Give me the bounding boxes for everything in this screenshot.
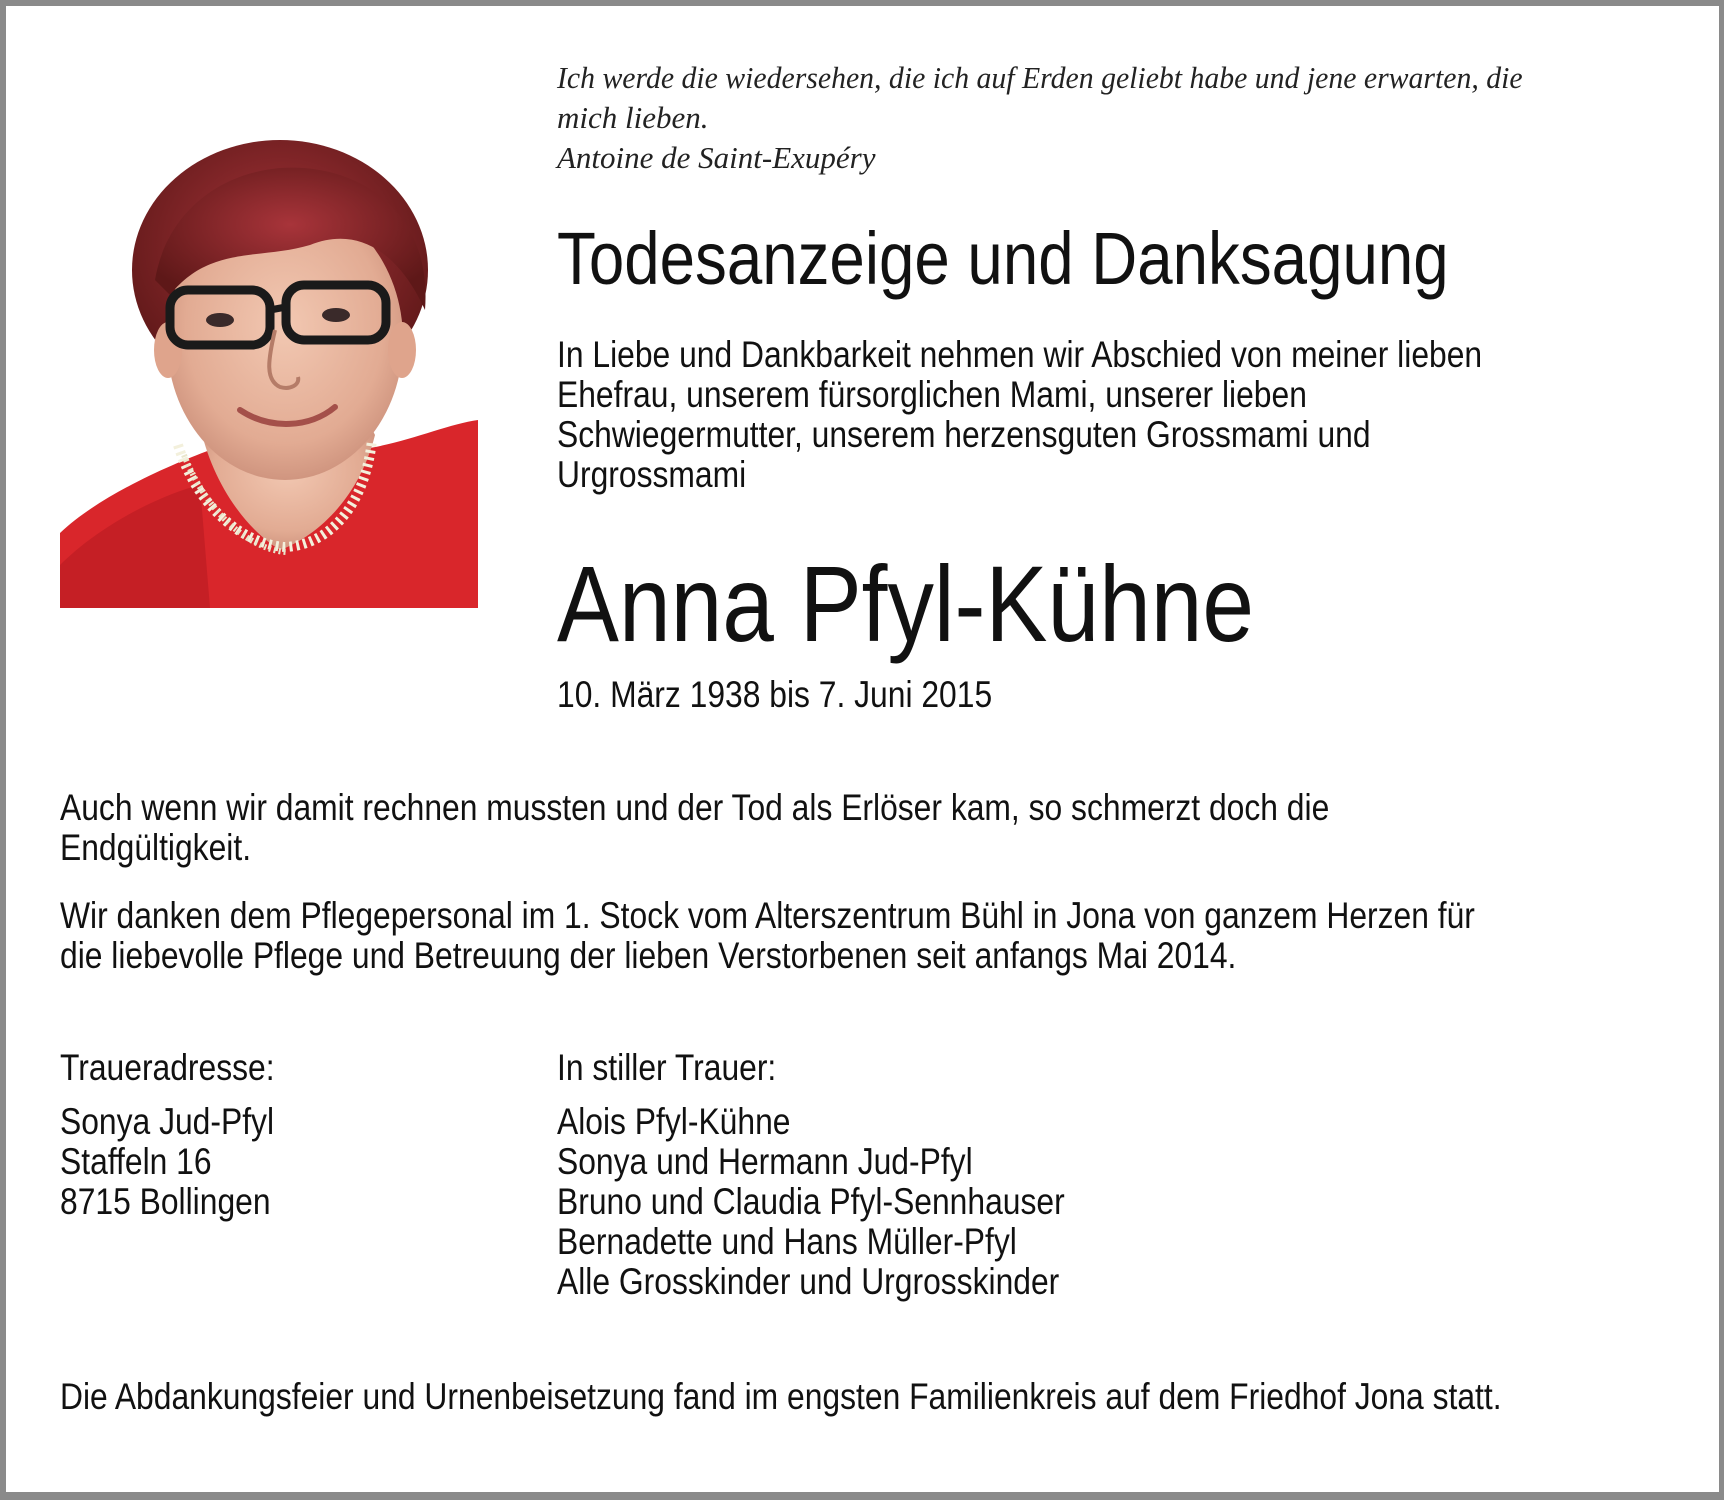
address-line: 8715 Bollingen <box>60 1181 271 1222</box>
paragraph-acceptance <box>60 788 1536 868</box>
mourning-address <box>60 1048 310 1222</box>
mourners-label: In stiller Trauer: <box>557 1047 777 1088</box>
paragraph-line: Endgültigkeit. <box>60 827 252 868</box>
quote-author: Antoine de Saint-Exupéry <box>557 140 876 175</box>
paragraph-thanks <box>60 896 1705 976</box>
mourner-name: Alois Pfyl-Kühne <box>557 1101 791 1142</box>
address-line: Staffeln 16 <box>60 1141 212 1182</box>
paragraph-line: die liebevolle Pflege und Betreuung der lieben Verstorbenen seit anfangs Mai 2014. <box>60 935 1237 976</box>
address-label: Traueradresse: <box>60 1047 275 1088</box>
quote-line-1: Ich werde die wiedersehen, die ich auf Erden geliebt habe und jene erwarten, die <box>557 60 1523 95</box>
life-dates-text: 10. März 1938 bis 7. Juni 2015 <box>557 674 993 715</box>
intro-line: Schwiegermutter, unserem herzensguten Grossmami und <box>557 414 1371 455</box>
portrait-photo <box>60 95 478 608</box>
notice-title-text: Todesanzeige und Danksagung <box>557 217 1449 300</box>
notice-title <box>557 216 1594 302</box>
mourner-name: Bruno und Claudia Pfyl-Sennhauser <box>557 1181 1065 1222</box>
paragraph-line: Wir danken dem Pflegepersonal im 1. Stock vom Alterszentrum Bühl in Jona von ganzem Herzen für <box>60 895 1475 936</box>
deceased-name <box>557 544 1368 664</box>
address-line: Sonya Jud-Pfyl <box>60 1101 275 1142</box>
deceased-name-text: Anna Pfyl-Kühne <box>557 543 1255 664</box>
intro-line: In Liebe und Dankbarkeit nehmen wir Abschied von meiner lieben <box>557 334 1483 375</box>
ceremony-note <box>60 1375 1724 1419</box>
intro-text <box>557 335 1633 495</box>
paragraph-line: Auch wenn wir damit rechnen mussten und der Tod als Erlöser kam, so schmerzt doch die <box>60 787 1330 828</box>
quote-line-2: mich lieben. <box>557 100 709 135</box>
mourner-name: Alle Grosskinder und Urgrosskinder <box>557 1261 1060 1302</box>
mourner-name: Bernadette und Hans Müller-Pfyl <box>557 1221 1017 1262</box>
ceremony-note-text: Die Abdankungsfeier und Urnenbeisetzung fand im engsten Familienkreis auf dem Friedhof Jona statt. <box>60 1376 1502 1417</box>
intro-line: Ehefrau, unserem fürsorglichen Mami, unserer lieben <box>557 374 1307 415</box>
life-dates <box>557 673 1063 717</box>
intro-line: Urgrossmami <box>557 454 747 495</box>
epigraph-quote <box>557 58 1667 178</box>
mourners-list <box>557 1048 1147 1302</box>
mourner-name: Sonya und Hermann Jud-Pfyl <box>557 1141 973 1182</box>
